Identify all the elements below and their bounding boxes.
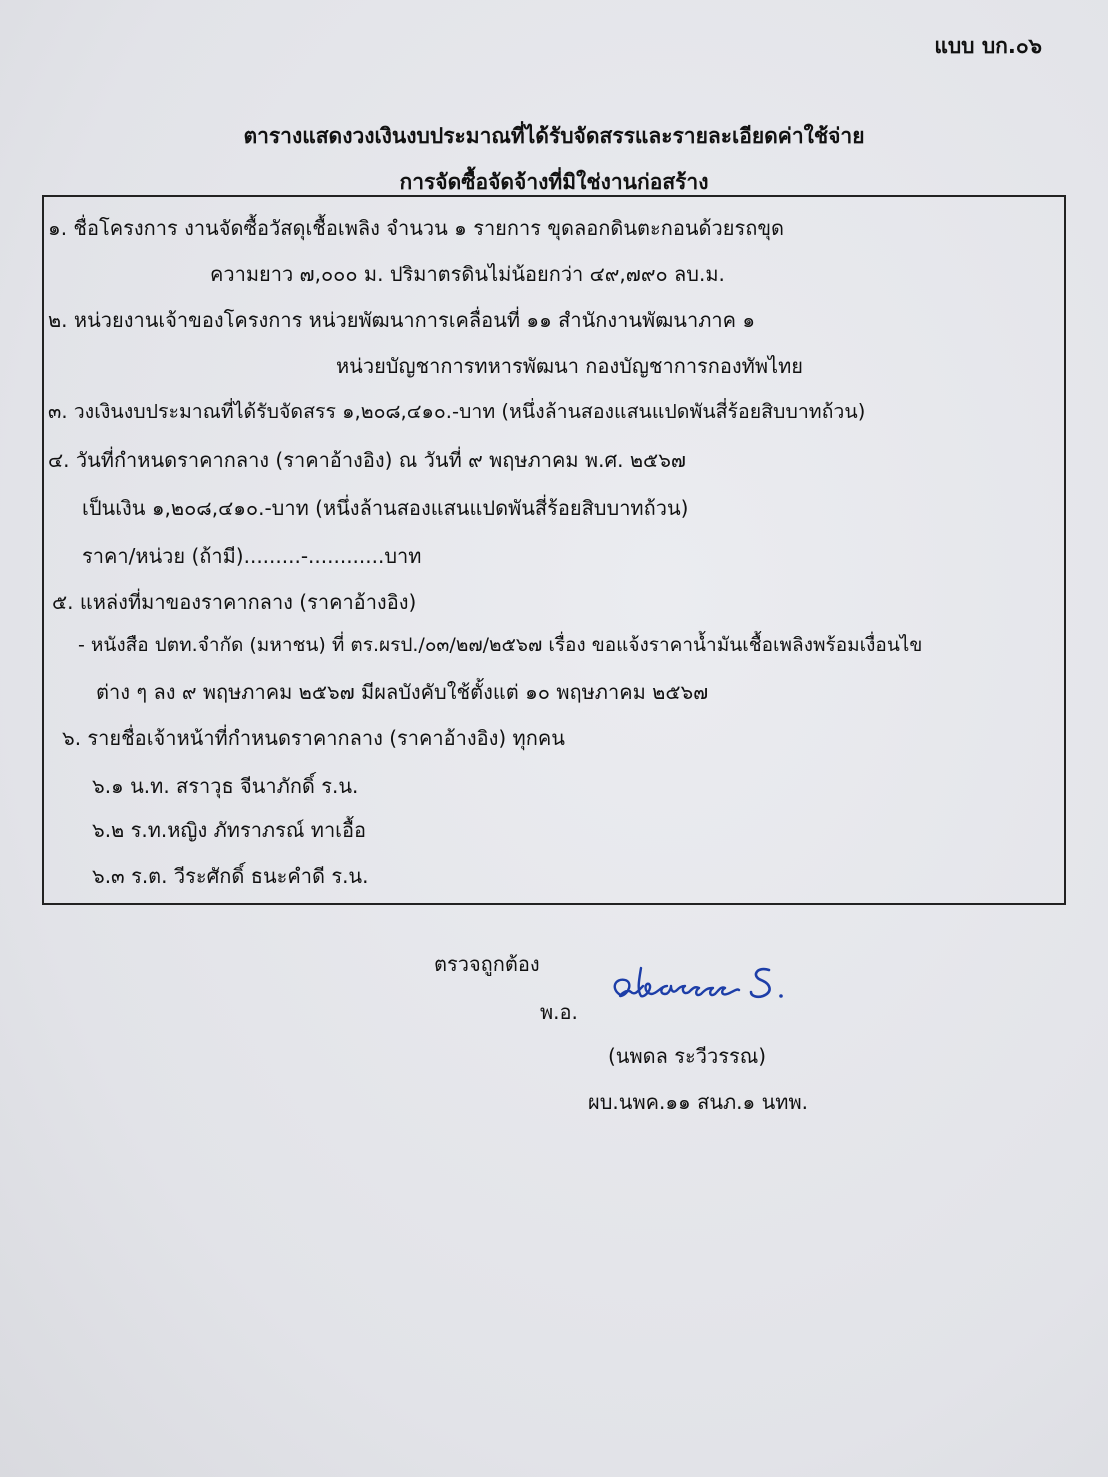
- signer-rank: พ.อ.: [540, 1000, 578, 1024]
- form-code: แบบ บก.๐๖: [934, 34, 1042, 58]
- item-6-official-1: ๖.๑ น.ท. สราวุธ จีนาภักดิ์ ร.น.: [92, 774, 359, 798]
- item-2-owner-unit: ๒. หน่วยงานเจ้าของโครงการ หน่วยพัฒนาการเคลื่อนที่ ๑๑ สำนักงานพัฒนาภาค ๑: [48, 308, 756, 332]
- item-1-project-name: ๑. ชื่อโครงการ งานจัดซื้อวัสดุเชื้อเพลิง จำนวน ๑ รายการ ขุดลอกดินตะกอนด้วยรถขุด: [48, 216, 785, 240]
- item-6-officials-heading: ๖. รายชื่อเจ้าหน้าที่กำหนดราคากลาง (ราคาอ้างอิง) ทุกคน: [62, 726, 565, 750]
- item-2-owner-command: หน่วยบัญชาการทหารพัฒนา กองบัญชาการกองทัพไทย: [336, 354, 804, 378]
- item-1-project-detail: ความยาว ๗,๐๐๐ ม. ปริมาตรดินไม่น้อยกว่า ๔๙,๗๙๐ ลบ.ม.: [210, 262, 725, 286]
- item-6-official-2: ๖.๒ ร.ท.หญิง ภัทราภรณ์ ทาเอื้อ: [92, 818, 367, 842]
- item-5-source-document: - หนังสือ ปตท.จำกัด (มหาชน) ที่ ตร.ผรป./๐๓/๒๗/๒๕๖๗ เรื่อง ขอแจ้งราคาน้ำมันเชื้อเพลิงพร้อมเงื่อนไข: [78, 634, 923, 656]
- handwritten-signature: [605, 960, 795, 1010]
- verified-label: ตรวจถูกต้อง: [434, 952, 540, 976]
- document-title-line-1: ตารางแสดงวงเงินงบประมาณที่ได้รับจัดสรรและรายละเอียดค่าใช้จ่าย: [243, 124, 865, 148]
- item-5-source-date: ต่าง ๆ ลง ๙ พฤษภาคม ๒๕๖๗ มีผลบังคับใช้ตั้งแต่ ๑๐ พฤษภาคม ๒๕๖๗: [96, 680, 709, 704]
- signer-name: (นพดล ระวีวรรณ): [608, 1044, 767, 1068]
- item-6-official-3: ๖.๓ ร.ต. วีระศักดิ์ ธนะคำดี ร.น.: [92, 864, 369, 888]
- item-3-budget: ๓. วงเงินงบประมาณที่ได้รับจัดสรร ๑,๒๐๘,๔๑๐.-บาท (หนึ่งล้านสองแสนแปดพันสี่ร้อยสิบบาทถ้วน): [48, 400, 866, 423]
- item-4-amount: เป็นเงิน ๑,๒๐๘,๔๑๐.-บาท (หนึ่งล้านสองแสนแปดพันสี่ร้อยสิบบาทถ้วน): [82, 496, 689, 520]
- signer-position: ผบ.นพค.๑๑ สนภ.๑ นทพ.: [588, 1090, 808, 1114]
- item-5-source-heading: ๕. แหล่งที่มาของราคากลาง (ราคาอ้างอิง): [52, 590, 417, 614]
- document-title-line-2: การจัดซื้อจัดจ้างที่มิใช่งานก่อสร้าง: [399, 170, 709, 194]
- item-4-reference-date: ๔. วันที่กำหนดราคากลาง (ราคาอ้างอิง) ณ วันที่ ๙ พฤษภาคม พ.ศ. ๒๕๖๗: [48, 448, 686, 472]
- item-4-unit-price: ราคา/หน่วย (ถ้ามี).........-............บาท: [82, 544, 422, 568]
